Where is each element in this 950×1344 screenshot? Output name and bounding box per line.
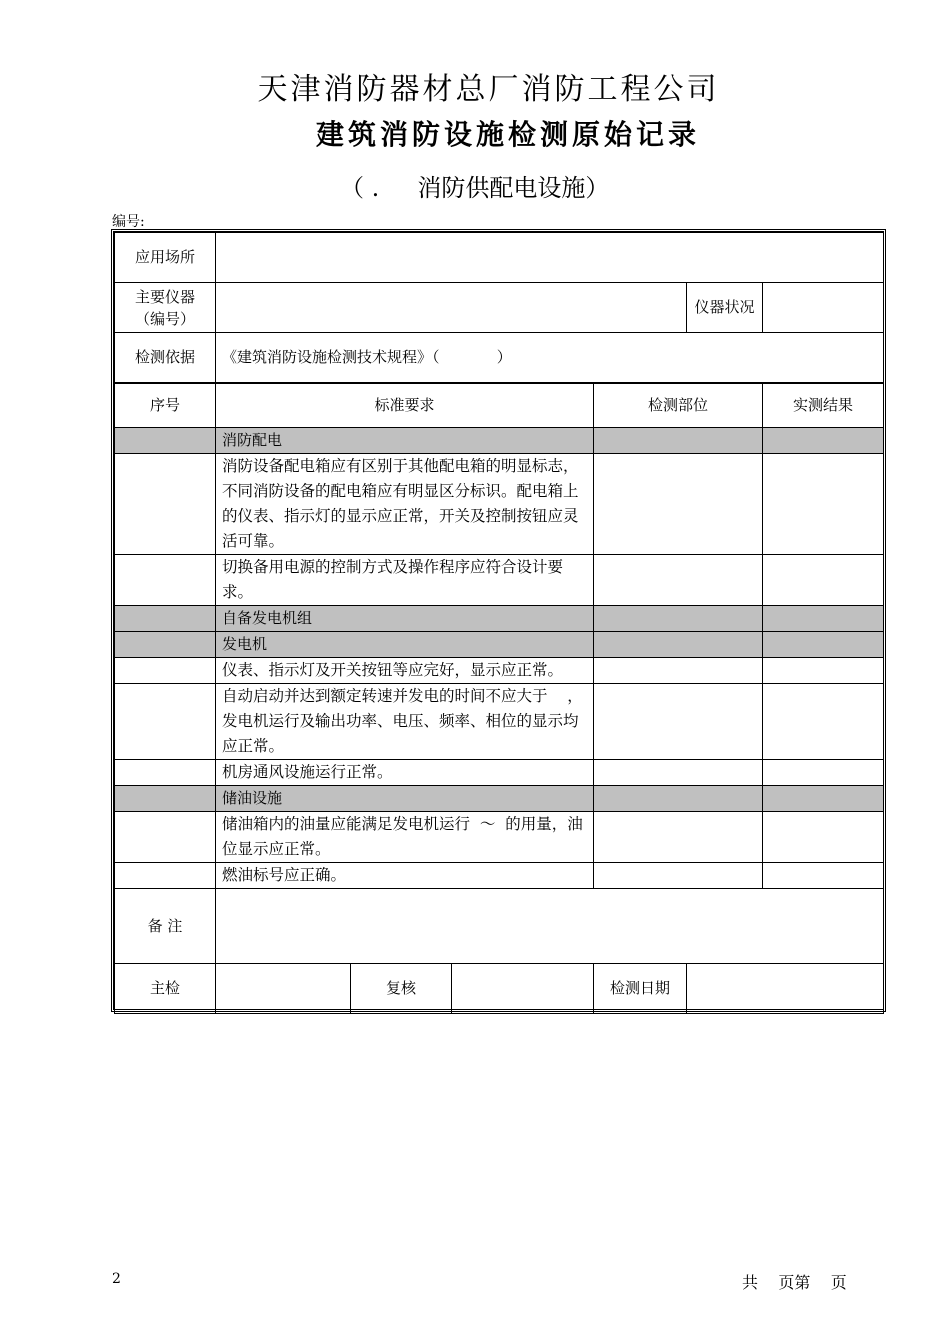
section-title: 储油设施 — [216, 786, 594, 812]
section-title: 消防配电 — [216, 428, 594, 454]
item-requirement: 仪表、指示灯及开关按钮等应完好，显示应正常。 — [216, 658, 594, 684]
section-row — [115, 632, 884, 658]
item-location-cell[interactable] — [594, 658, 763, 684]
instrument-label-line2: （编号） — [134, 309, 195, 328]
item-location-cell[interactable] — [594, 684, 763, 760]
item-row — [115, 684, 884, 760]
item-result-cell[interactable] — [763, 760, 884, 786]
item-row — [115, 555, 884, 606]
record-title: 建筑消防设施检测原始记录 — [315, 118, 700, 151]
item-index-cell[interactable] — [115, 863, 216, 889]
item-requirement: 燃油标号应正确。 — [216, 863, 594, 889]
basis-label: 检测依据 — [115, 333, 216, 383]
item-index-cell[interactable] — [115, 684, 216, 760]
item-result-cell[interactable] — [763, 812, 884, 863]
date-value-cell[interactable] — [687, 964, 884, 1014]
column-header-row — [115, 383, 884, 428]
col-header-requirement: 标准要求 — [216, 383, 594, 428]
item-row — [115, 760, 884, 786]
instrument-row — [115, 283, 884, 333]
item-result-cell[interactable] — [763, 658, 884, 684]
record-table-frame — [111, 229, 886, 1012]
item-row — [115, 812, 884, 863]
instrument-label-line1: 主要仪器 — [134, 287, 195, 306]
basis-row — [115, 333, 884, 383]
page-count-info: 共 页第 页 — [742, 1273, 847, 1292]
site-value-cell[interactable] — [216, 233, 884, 283]
item-row — [115, 454, 884, 555]
basis-value: 《建筑消防设施检测技术规程》（ ） — [216, 333, 884, 383]
item-location-cell[interactable] — [594, 812, 763, 863]
doc-number-label: 编号: — [112, 214, 145, 230]
item-row — [115, 658, 884, 684]
site-label: 应用场所 — [115, 233, 216, 283]
item-location-cell[interactable] — [594, 454, 763, 555]
inspector-value-cell[interactable] — [216, 964, 351, 1014]
item-requirement: 切换备用电源的控制方式及操作程序应符合设计要求。 — [216, 555, 594, 606]
instrument-label — [115, 283, 216, 333]
remarks-label: 备 注 — [115, 889, 216, 964]
reviewer-value-cell[interactable] — [452, 964, 594, 1014]
item-requirement: 消防设备配电箱应有区别于其他配电箱的明显标志，不同消防设备的配电箱应有明显区分标识。配电箱上的仪表、指示灯的显示应正常，开关及控制按钮应灵活可靠。 — [216, 454, 594, 555]
inspector-label: 主检 — [115, 964, 216, 1014]
item-result-cell[interactable] — [763, 863, 884, 889]
item-requirement: 机房通风设施运行正常。 — [216, 760, 594, 786]
section-title: 自备发电机组 — [216, 606, 594, 632]
col-header-index: 序号 — [115, 383, 216, 428]
item-index-cell[interactable] — [115, 812, 216, 863]
item-row — [115, 863, 884, 889]
company-name: 天津消防器材总厂消防工程公司 — [257, 72, 720, 107]
record-table — [114, 232, 884, 1014]
instrument-status-label: 仪器状况 — [687, 283, 763, 333]
signoff-row — [115, 964, 884, 1014]
instrument-value-cell[interactable] — [216, 283, 687, 333]
reviewer-label: 复核 — [351, 964, 452, 1014]
date-label: 检测日期 — [594, 964, 687, 1014]
item-result-cell[interactable] — [763, 454, 884, 555]
instrument-status-value-cell[interactable] — [763, 283, 884, 333]
col-header-result: 实测结果 — [763, 383, 884, 428]
item-index-cell[interactable] — [115, 454, 216, 555]
item-index-cell[interactable] — [115, 760, 216, 786]
page-number: 2 — [112, 1271, 121, 1287]
item-requirement: 储油箱内的油量应能满足发电机运行 ～ 的用量，油位显示应正常。 — [216, 812, 594, 863]
item-index-cell[interactable] — [115, 658, 216, 684]
section-row — [115, 786, 884, 812]
item-location-cell[interactable] — [594, 863, 763, 889]
item-index-cell[interactable] — [115, 555, 216, 606]
record-subtitle: （ . 消防供配电设施） — [340, 174, 610, 202]
col-header-location: 检测部位 — [594, 383, 763, 428]
item-result-cell[interactable] — [763, 555, 884, 606]
section-row — [115, 428, 884, 454]
section-title: 发电机 — [216, 632, 594, 658]
section-row — [115, 606, 884, 632]
remarks-value-cell[interactable] — [216, 889, 884, 964]
item-requirement: 自动启动并达到额定转速并发电的时间不应大于 ，发电机运行及输出功率、电压、频率、相位的显示均应正常。 — [216, 684, 594, 760]
item-location-cell[interactable] — [594, 555, 763, 606]
site-row — [115, 233, 884, 283]
item-location-cell[interactable] — [594, 760, 763, 786]
item-result-cell[interactable] — [763, 684, 884, 760]
remarks-row — [115, 889, 884, 964]
